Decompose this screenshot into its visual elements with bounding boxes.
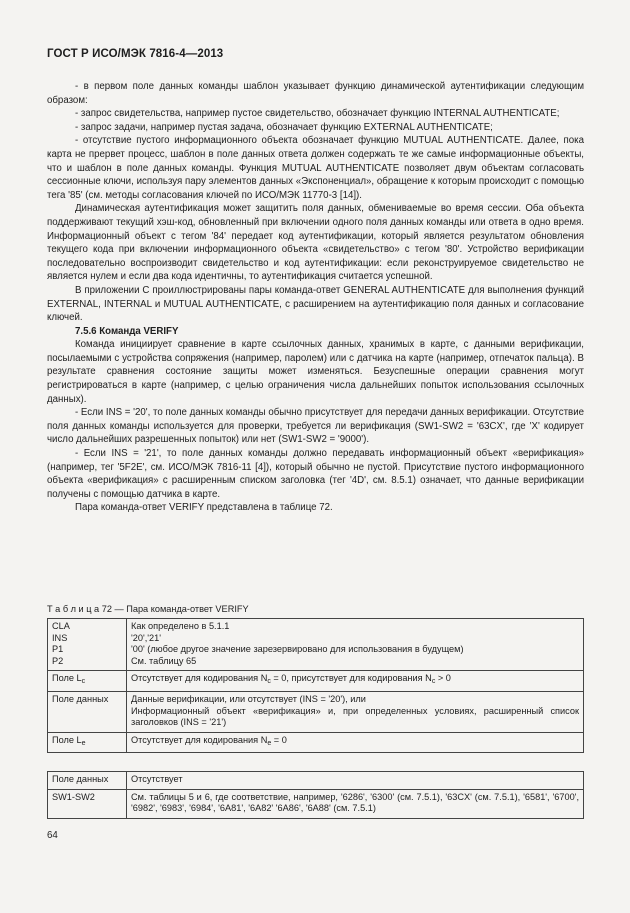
table-row [48,732,584,753]
table-cell-value: Данные верификации, или отсутствует (INS = '20'), или Информационный объект «верификация» и, при определенных условиях, расширенный список заголовков (INS = '21') [127,691,584,732]
table-cell-label: SW1-SW2 [48,789,127,818]
paragraph: - отсутствие пустого информационного объекта обозначает функцию MUTUAL AUTHENTICATE. Далее, пока карта не прервет процесс, шаблон в поле данных ответа должен содержать те же самые информационные объекты, что и шаблон в поле данных команды. Функция MUTUAL AUTHENTICATE позволяет двум объектам согласовать сессионные ключи, используя пару элементов данных «Экспоненциал», обращение к которым происходит с помощью тега '85' (см. методы согласования ключей по ИСО/МЭК 11770-3 [14]). [47,135,584,201]
value-ins: '20','21' [131,632,162,643]
paragraph: - запрос свидетельства, например пустое свидетельство, обозначает функцию INTERNAL AUTHENTICATE; [75,108,560,120]
table-cell-label: Поле $L_c$ [48,671,127,692]
table-caption: Т а б л и ц а 72 — Пара команда-ответ VERIFY [47,604,249,614]
label-ins: INS [52,632,68,643]
paragraph: - запрос задачи, например пустая задача, обозначает функцию EXTERNAL AUTHENTICATE; [75,121,493,133]
paragraph: Динамическая аутентификация может защитить поля данных, обмениваемые во время сессии. Оба объекта поддерживают текущий хэш-код, обновленный при включении одного поля данных команды или ответа в одно время. Информационный объект с тегом '84' передает код аутентификации, который является результатом обновления текущего кода при включении информационного объекта «свидетельство» с тегом '80'. Устройство верификации последовательно воспроизводит свидетельство и код аутентификации: если реконструируемое свидетельство не является нулем и если два кода идентичны, то аутентификация считается успешной. [47,203,584,283]
table-row [48,691,584,732]
value-p2: См. таблицу 65 [131,655,197,666]
label-p1: P1 [52,644,64,655]
table-cell-value: Отсутствует для кодирования $N_c = 0$, присутствует для кодирования $N_c > 0$ [127,671,584,692]
table-cell-label: Поле данных [48,691,127,732]
table-row [48,619,584,671]
section-heading: 7.5.6 Команда VERIFY [75,325,179,337]
table-cell-value: См. таблицы 5 и 6, где соответствие, например, '6286', '6300' (см. 7.5.1), '63CX' (см. 7.5.1), '6581', '6700', '6982', '6983', '6984', '6A81', '6A82' '6A86', '6A88' (см. 7.5.1) [127,789,584,818]
table-cell-label: Поле данных [48,772,127,790]
table-cell-label [48,619,127,671]
document-body [47,80,584,515]
table-row [48,671,584,692]
paragraph: В приложении С проиллюстрированы пары команда-ответ GENERAL AUTHENTICATE для выполнения функций EXTERNAL, INTERNAL и MUTUAL AUTHENTICATE, с расширением на аутентификацию поля данных и согласование ключей. [47,284,584,324]
table-cell-value [127,619,584,671]
value-cla: Как определено в 5.1.1 [131,621,230,631]
page-number: 64 [47,830,58,841]
command-table [47,618,584,753]
table-cell-value: Отсутствует [127,772,584,790]
paragraph: - Если INS = '21', то поле данных команды должно передавать информационный объект «верификация» (например, тег '5F2E', см. ИСО/МЭК 7816-11 [4]), который обычно не пустой. Присутствие пустого информационного объекта «верификация» с расширенным списком заголовка (тег '4D', см. 8.5.1) означает, что данные верификации получены с помощью датчика в карте. [47,448,584,500]
table-cell-value: Отсутствует для кодирования $N_e = 0$ [127,732,584,753]
value-p1: '00' (любое другое значение зарезервировано для использования в будущем) [131,644,464,655]
response-table [47,771,584,819]
label-cla: CLA [52,621,70,631]
paragraph: - Если INS = '20', то поле данных команды обычно присутствует для передачи данных верификации. Отсутствие поля данных команды используется для проверки, требуется ли верификация (SW1-SW2 = '63CX', где 'X' кодирует число дальнейших разрешенных попыток) или нет (SW1-SW2 = '9000'). [47,407,584,446]
paragraph: Команда инициирует сравнение в карте ссылочных данных, хранимых в карте, с данными верификации, посылаемыми с устройства сопряжения (например, паролем) или с датчика на карте (например, отпечаток пальца). В результате сравнения состояние защиты может изменяться. Безуспешные операции сравнения могут регистрироваться в карте (например, с целью ограничения числа дальнейших попыток использования ссылочных данных). [47,339,584,405]
label-p2: P2 [52,655,64,666]
table-cell-label: Поле $L_e$ [48,732,127,753]
table-row [48,789,584,818]
paragraph: - в первом поле данных команды шаблон указывает функцию динамической аутентификации следующим образом: [47,81,584,106]
document-header: ГОСТ Р ИСО/МЭК 7816-4—2013 [47,48,224,60]
paragraph: Пара команда-ответ VERIFY представлена в таблице 72. [75,502,333,514]
table-row [48,772,584,790]
